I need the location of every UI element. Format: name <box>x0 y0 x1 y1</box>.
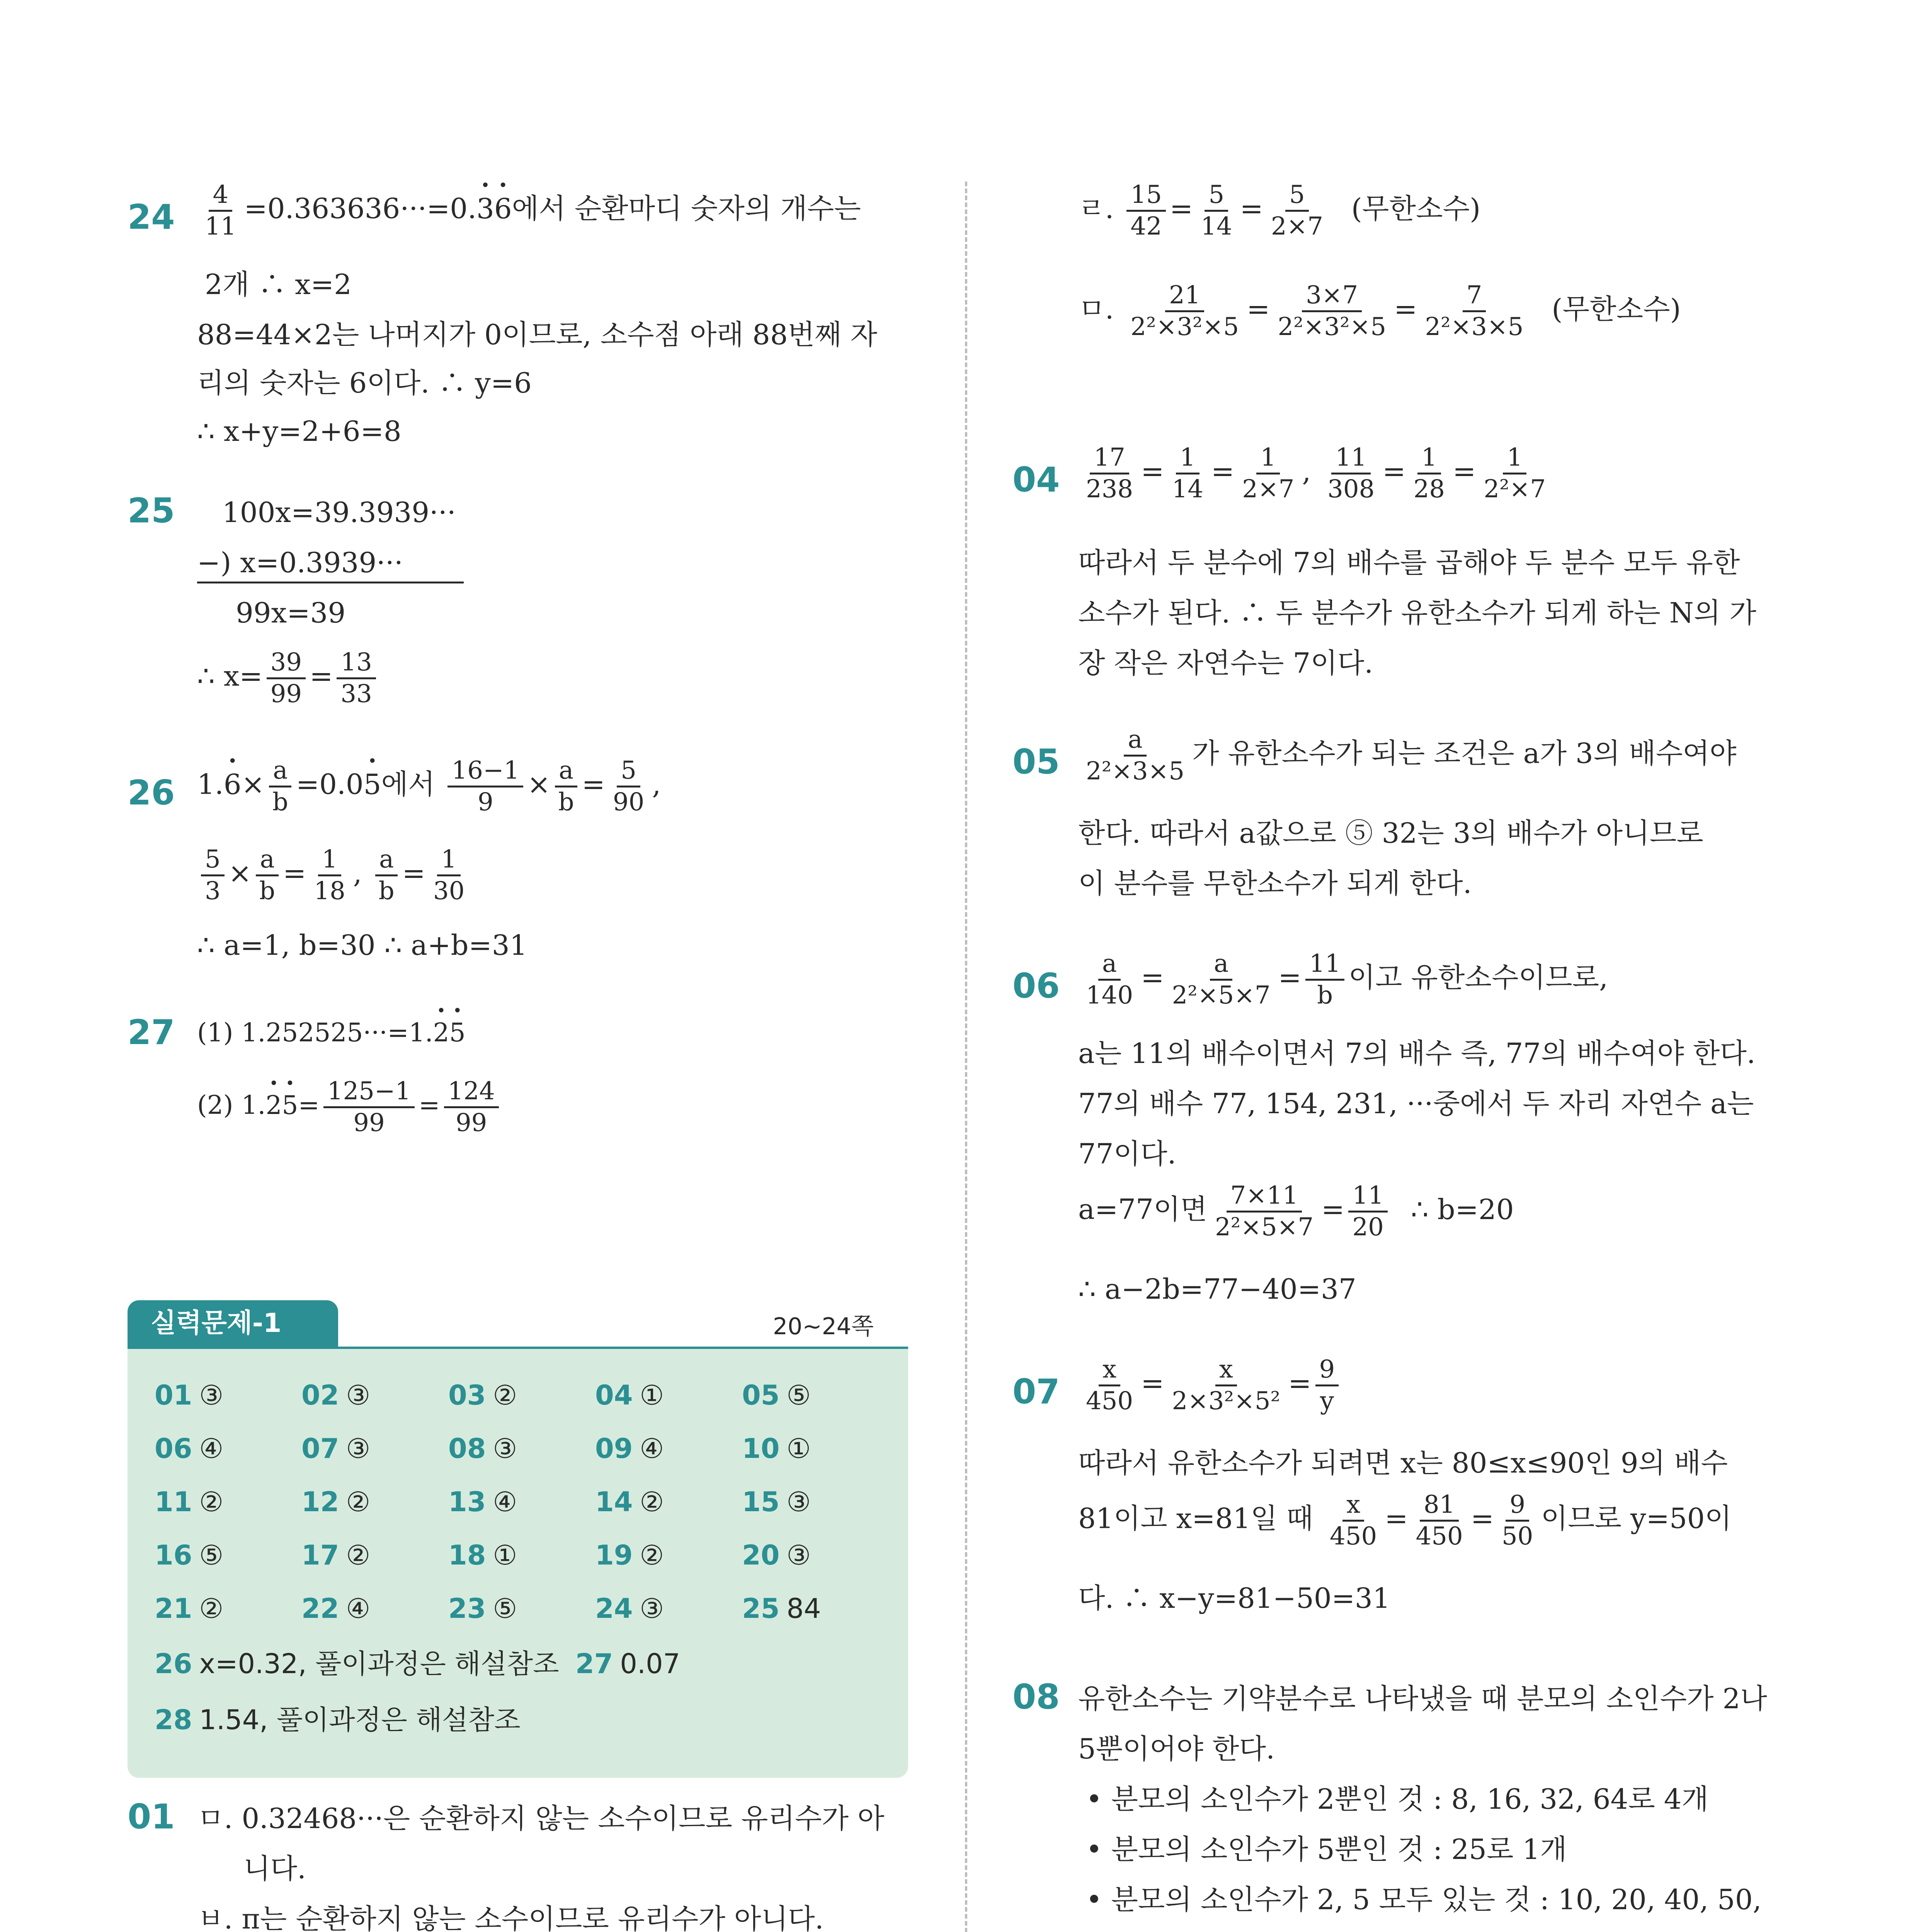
fraction: $\frac{11}{308}$ <box>1327 443 1375 504</box>
solution-08-line-1: 유한소수는 기약분수로 나타냈을 때 분모의 소인수가 2나 <box>1078 1682 1767 1715</box>
fraction: $\frac{7}{\text{2²×3×5}}$ <box>1425 281 1524 342</box>
answer-cell-01: 01 ③ <box>155 1379 224 1411</box>
solution-05-line-1: $\frac{a}{\text{2²×3×5}}$ 가 유한소수가 되는 조건은 a가 3의 배수여야 <box>1078 726 1737 785</box>
fraction: $\frac{a}{b}$ <box>555 757 578 816</box>
question-number-08: 08 <box>1012 1677 1060 1717</box>
answer-row-26-27: 26 x=0.32, 풀이과정은 해설참조 27 0.07 <box>155 1648 681 1680</box>
solution-08-bullet-2: • 분모의 소인수가 5뿐인 것 : 25로 1개 <box>1086 1833 1567 1866</box>
question-number-01: 01 <box>128 1797 175 1837</box>
fraction: $\frac{81}{450}$ <box>1416 1490 1463 1551</box>
answer-cell-23: 23 ⑤ <box>448 1593 517 1624</box>
solution-07-line-4: 다. ∴ x−y=81−50=31 <box>1078 1582 1390 1614</box>
fraction: $\frac{a}{\text{2²×5×7}}$ <box>1172 949 1271 1010</box>
fraction: $\frac{125-1}{99}$ <box>323 1078 415 1136</box>
answer-cell-21: 21 ② <box>155 1593 224 1624</box>
solution-06-line-1: $\frac{a}{140}$ = $\frac{a}{\text{2²×5×7}}$ = $\frac{11}{b}$ 이고 유한소수이므로, <box>1078 951 1608 1009</box>
solution-03-item-d: ㄹ. $\frac{15}{42}$ = $\frac{5}{14}$ = $\frac{5}{2\times 7}$ (무한소수) <box>1078 180 1481 241</box>
answer-row-28: 28 1.54, 풀이과정은 해설참조 <box>155 1704 521 1736</box>
solution-24-line-5: ∴ x+y=2+6=8 <box>197 415 402 447</box>
solution-08-line-2: 5뿐이어야 한다. <box>1078 1733 1275 1765</box>
answer-cell-10: 10 ① <box>742 1433 811 1464</box>
fraction: $\frac{1}{18}$ <box>314 845 345 906</box>
solution-24-line-2: 2개 ∴ x=2 <box>205 268 352 301</box>
question-number-05: 05 <box>1012 742 1060 782</box>
answer-cell-07: 07 ③ <box>301 1433 371 1464</box>
fraction: $\frac{a}{b}$ <box>255 846 279 905</box>
fraction: $\frac{11}{b}$ <box>1305 951 1344 1009</box>
fraction: $\frac{17}{238}$ <box>1086 443 1133 504</box>
answer-cell-20: 20 ③ <box>742 1539 811 1571</box>
fraction: $\frac{3\times 7}{\text{2²×3²×5}}$ <box>1278 281 1387 342</box>
answer-cell-17: 17 ② <box>301 1539 371 1571</box>
fraction: $\frac{4}{11}$ <box>205 180 236 241</box>
question-number-07: 07 <box>1012 1372 1060 1412</box>
answer-cell-22: 22 ④ <box>301 1593 371 1624</box>
solution-25-line-1: 100x=39.3939··· <box>222 496 456 529</box>
answer-cell-12: 12 ② <box>301 1486 371 1518</box>
answer-cell-09: 09 ④ <box>595 1433 664 1464</box>
fraction: $\frac{1}{30}$ <box>433 845 465 906</box>
solution-01-line-3: ㅂ. π는 순환하지 않는 소수이므로 유리수가 아니다. <box>197 1903 824 1932</box>
solution-04-line-4: 장 작은 자연수는 7이다. <box>1078 647 1373 679</box>
answer-cell-02: 02 ③ <box>301 1379 371 1411</box>
solution-08-bullet-1: • 분모의 소인수가 2뿐인 것 : 8, 16, 32, 64로 4개 <box>1086 1783 1709 1815</box>
answer-cell-06: 06 ④ <box>155 1433 224 1464</box>
fraction: $\frac{5}{90}$ <box>613 756 645 817</box>
solution-27-line-2: (2) 1.• 2• 5= $\frac{125-1}{99}$ = $\frac{124}{99}$ <box>197 1078 503 1136</box>
solution-06-line-6: ∴ a−2b=77−40=37 <box>1078 1273 1356 1305</box>
fraction: $\frac{16-1}{9}$ <box>447 757 523 816</box>
solution-26-line-2: $\frac{5}{3}$ × $\frac{a}{b}$ = $\frac{1}{18}$ , $\frac{a}{b}$ = $\frac{1}{30}$ <box>197 846 472 905</box>
fraction: $\frac{1}{28}$ <box>1413 443 1445 504</box>
fraction: $\frac{15}{42}$ <box>1126 182 1165 240</box>
question-number-06: 06 <box>1012 966 1060 1006</box>
solution-06-line-5: a=77이면 $\frac{7\times 11}{\text{2²×5×7}}$ = $\frac{11}{20}$ ∴ b=20 <box>1078 1181 1514 1242</box>
subtraction-rule <box>197 582 464 583</box>
solution-04-equation: $\frac{17}{238}$ = $\frac{1}{14}$ = $\frac{1}{2\times 7}$ , $\frac{11}{308}$ = $\frac{1}{28}$ = $\frac{1}{\text{2²×7}}$ <box>1078 444 1553 503</box>
answer-cell-13: 13 ④ <box>448 1486 517 1518</box>
fraction: $\frac{21}{\text{2²×3²×5}}$ <box>1130 281 1239 342</box>
answer-cell-11: 11 ② <box>155 1486 224 1518</box>
answer-cell-15: 15 ③ <box>742 1486 811 1518</box>
answer-cell-25: 25 84 <box>742 1593 821 1624</box>
fraction: $\frac{39}{99}$ <box>267 649 306 707</box>
solution-26-line-3: ∴ a=1, b=30 ∴ a+b=31 <box>197 929 527 961</box>
solution-03-item-e: ㅁ. $\frac{21}{\text{2²×3²×5}}$ = $\frac{3\times 7}{\text{2²×3²×5}}$ = $\frac{7}{\text{2²×3×5}}$ (무한소수) <box>1078 281 1681 342</box>
answer-cell-24: 24 ③ <box>595 1593 664 1624</box>
solution-24-line-4: 리의 숫자는 6이다. ∴ y=6 <box>197 367 532 399</box>
answer-cell-05: 05 ⑤ <box>742 1379 811 1411</box>
problem-number-26: 26 <box>128 773 175 813</box>
answer-cell-18: 18 ① <box>448 1539 517 1571</box>
solution-24-line-1: $\frac{4}{11}$ =0.363636···=0.• 3• 6에서 순환마디 숫자의 개수는 <box>197 182 861 240</box>
fraction: $\frac{1}{2\times 7}$ <box>1242 443 1295 504</box>
fraction: $\frac{5}{2\times 7}$ <box>1271 180 1323 241</box>
fraction: $\frac{x}{\text{2×3²×5²}}$ <box>1172 1355 1281 1416</box>
solution-24-line-3: 88=44×2는 나머지가 0이므로, 소수점 아래 88번째 자 <box>197 318 878 351</box>
answer-cell-03: 03 ② <box>448 1379 517 1411</box>
fraction: $\frac{124}{99}$ <box>444 1078 499 1136</box>
problem-number-27: 27 <box>128 1012 175 1052</box>
solution-08-bullet-3: • 분모의 소인수가 2, 5 모두 있는 것 : 10, 20, 40, 50, <box>1086 1883 1762 1916</box>
solution-05-line-2: 한다. 따라서 a값으로 ⑤ 32는 3의 배수가 아니므로 <box>1078 817 1703 849</box>
problem-number-24: 24 <box>128 197 175 237</box>
fraction: $\frac{x}{450}$ <box>1330 1490 1377 1551</box>
fraction: $\frac{11}{20}$ <box>1348 1182 1387 1241</box>
fraction: $\frac{5}{14}$ <box>1201 180 1232 241</box>
solution-07-line-1: $\frac{x}{450}$ = $\frac{x}{\text{2×3²×5²}}$ = $\frac{9}{y}$ <box>1078 1356 1342 1415</box>
solution-06-line-2: a는 11의 배수이면서 7의 배수 즉, 77의 배수여야 한다. <box>1078 1037 1756 1070</box>
fraction: $\frac{13}{33}$ <box>337 649 376 707</box>
column-divider <box>965 182 967 1932</box>
solution-06-line-4: 77이다. <box>1078 1138 1176 1170</box>
fraction: $\frac{a}{\text{2²×3×5}}$ <box>1086 725 1185 786</box>
question-number-04: 04 <box>1012 460 1060 500</box>
solution-26-line-1: 1.• 6× $\frac{a}{b}$ =0.0• 5에서 $\frac{16-1}{9}$ × $\frac{a}{b}$ = $\frac{5}{90}$ , <box>197 757 661 816</box>
fraction: $\frac{a}{140}$ <box>1086 949 1133 1010</box>
fraction: $\frac{5}{3}$ <box>201 846 225 905</box>
answer-cell-19: 19 ② <box>595 1539 664 1571</box>
fraction: $\frac{1}{\text{2²×7}}$ <box>1484 443 1546 504</box>
solution-04-line-2: 따라서 두 분수에 7의 배수를 곱해야 두 분수 모두 유한 <box>1078 546 1740 579</box>
answer-cell-08: 08 ③ <box>448 1433 517 1464</box>
answer-cell-14: 14 ② <box>595 1486 664 1518</box>
fraction: $\frac{x}{450}$ <box>1086 1355 1133 1416</box>
fraction: $\frac{1}{14}$ <box>1172 443 1203 504</box>
problem-number-25: 25 <box>128 491 175 531</box>
solution-06-line-3: 77의 배수 77, 154, 231, ···중에서 두 자리 자연수 a는 <box>1078 1087 1754 1120</box>
solution-05-line-3: 이 분수를 무한소수가 되게 한다. <box>1078 867 1472 900</box>
solution-01-line-1: ㅁ. 0.32468···은 순환하지 않는 소수이므로 유리수가 아 <box>197 1802 885 1835</box>
answer-section-tab: 실력문제-1 <box>128 1300 338 1347</box>
solution-27-line-1: (1) 1.252525···=1.• 2• 5 <box>197 1020 466 1046</box>
fraction: $\frac{9}{50}$ <box>1502 1490 1533 1551</box>
answer-cell-16: 16 ⑤ <box>155 1539 224 1571</box>
solution-25-line-2: −) x=0.3939··· <box>197 546 403 579</box>
solution-07-line-3: 81이고 x=81일 때 $\frac{x}{450}$ = $\frac{81}{450}$ = $\frac{9}{50}$ 이므로 y=50이 <box>1078 1490 1732 1551</box>
fraction: $\frac{9}{y}$ <box>1315 1356 1339 1415</box>
fraction: $\frac{a}{b}$ <box>269 757 292 816</box>
answer-section-pages: 20∼24쪽 <box>773 1313 874 1340</box>
solution-25-line-4: ∴ x= $\frac{39}{99}$ = $\frac{13}{33}$ <box>197 649 380 707</box>
answer-cell-04: 04 ① <box>595 1379 664 1411</box>
solution-25-line-3: 99x=39 <box>236 597 346 629</box>
fraction: $\frac{7\times 11}{\text{2²×5×7}}$ <box>1215 1181 1314 1242</box>
fraction: $\frac{a}{b}$ <box>375 846 398 905</box>
solution-04-line-3: 소수가 된다. ∴ 두 분수가 유한소수가 되게 하는 N의 가 <box>1078 597 1756 629</box>
solution-01-line-2: 니다. <box>243 1852 306 1885</box>
solution-07-line-2: 따라서 유한소수가 되려면 x는 80≤x≤90인 9의 배수 <box>1078 1447 1728 1479</box>
